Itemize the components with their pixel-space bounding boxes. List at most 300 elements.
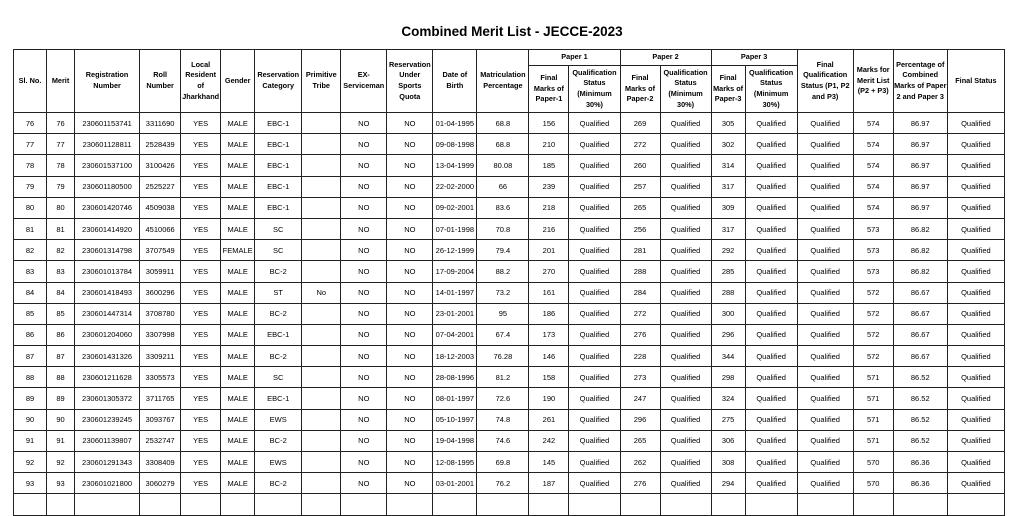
cell-qualification-status-paper-1: Qualified: [569, 430, 620, 451]
cell-final-qualification-status: Qualified: [797, 176, 853, 197]
cell-roll-number: 3060279: [140, 473, 181, 494]
cell-qualification-status-paper-3: Qualified: [745, 452, 797, 473]
cell-gender: MALE: [221, 282, 255, 303]
header-final-marks-paper-3: Final Marks of Paper-3: [711, 66, 745, 113]
cell-qualification-status-paper-3: Qualified: [745, 282, 797, 303]
cell-final-marks-paper-1: 210: [529, 134, 569, 155]
cell-sports-quota: NO: [387, 282, 433, 303]
cell-local-resident: YES: [181, 113, 221, 134]
cell-gender: MALE: [221, 388, 255, 409]
cell-registration-number: 230601139807: [75, 430, 140, 451]
cell-final-status: Qualified: [947, 388, 1004, 409]
cell-sl-no: 91: [14, 430, 47, 451]
header-percentage-combined: Percentage of Combined Marks of Paper 2 and Paper 3: [893, 50, 947, 113]
cell-sl-no: 88: [14, 367, 47, 388]
cell-date-of-birth: 08-01-1997: [433, 388, 477, 409]
cell-matriculation-percentage: 70.8: [477, 218, 529, 239]
cell-qualification-status-paper-1: Qualified: [569, 176, 620, 197]
cell-local-resident: YES: [181, 134, 221, 155]
cell-roll-number: 2525227: [140, 176, 181, 197]
cell-final-marks-paper-1: 201: [529, 240, 569, 261]
cell-qualification-status-paper-3: Qualified: [745, 367, 797, 388]
cell-primitive-tribe: [302, 303, 341, 324]
cell-reservation-category: EWS: [255, 452, 302, 473]
cell-final-status: Qualified: [947, 113, 1004, 134]
cell-qualification-status-paper-3: Qualified: [745, 197, 797, 218]
cell-primitive-tribe: [302, 324, 341, 345]
cell-gender: MALE: [221, 197, 255, 218]
cell-roll-number: 3100426: [140, 155, 181, 176]
cell-reservation-category: EBC-1: [255, 176, 302, 197]
cell-sports-quota: NO: [387, 473, 433, 494]
cell-ex-serviceman: NO: [341, 324, 387, 345]
cell-ex-serviceman: NO: [341, 197, 387, 218]
cell-qualification-status-paper-1: Qualified: [569, 155, 620, 176]
cell-final-marks-paper-2: 256: [620, 218, 660, 239]
cell-reservation-category: BC-2: [255, 473, 302, 494]
cell-ex-serviceman: NO: [341, 367, 387, 388]
cell-registration-number: 230601420746: [75, 197, 140, 218]
header-date-of-birth: Date of Birth: [433, 50, 477, 113]
cell-qualification-status-paper-1: Qualified: [569, 346, 620, 367]
cell-roll-number: 2532747: [140, 430, 181, 451]
cell-final-marks-paper-3: 344: [711, 346, 745, 367]
cell-percentage-combined: 86.67: [893, 324, 947, 345]
cell-qualification-status-paper-1: Qualified: [569, 282, 620, 303]
cell-qualification-status-paper-3: Qualified: [745, 430, 797, 451]
cell-final-marks-paper-1: 186: [529, 303, 569, 324]
cell-date-of-birth: 09-08-1998: [433, 134, 477, 155]
cell-qualification-status-paper-3: Qualified: [745, 240, 797, 261]
header-marks-for-merit-list: Marks for Merit List (P2 + P3): [853, 50, 893, 113]
cell-final-marks-paper-3: 292: [711, 240, 745, 261]
cell-gender: MALE: [221, 134, 255, 155]
cell-registration-number: 230601021800: [75, 473, 140, 494]
cell-local-resident: YES: [181, 452, 221, 473]
header-ex-serviceman: EX-Serviceman: [341, 50, 387, 113]
cell-roll-number: 4509038: [140, 197, 181, 218]
cell-local-resident: YES: [181, 409, 221, 430]
cell-reservation-category: BC-2: [255, 430, 302, 451]
cell-final-qualification-status: Qualified: [797, 346, 853, 367]
cell-date-of-birth: 18-12-2003: [433, 346, 477, 367]
cell-gender: MALE: [221, 473, 255, 494]
cell-marks-for-merit-list: 571: [853, 409, 893, 430]
cell-final-qualification-status: Qualified: [797, 134, 853, 155]
cell-marks-for-merit-list: 572: [853, 324, 893, 345]
cell-merit: 79: [47, 176, 75, 197]
cell-final-marks-paper-1: 218: [529, 197, 569, 218]
cell-local-resident: YES: [181, 367, 221, 388]
cell-marks-for-merit-list: 573: [853, 218, 893, 239]
cell-reservation-category: BC-2: [255, 346, 302, 367]
cell-registration-number: 230601305372: [75, 388, 140, 409]
table-row: [14, 261, 1005, 282]
cell-final-marks-paper-2: 284: [620, 282, 660, 303]
cell-percentage-combined: 86.97: [893, 176, 947, 197]
cell-ex-serviceman: NO: [341, 113, 387, 134]
cell-merit: 88: [47, 367, 75, 388]
cell-ex-serviceman: NO: [341, 261, 387, 282]
cell-qualification-status-paper-2: Qualified: [660, 473, 711, 494]
cell-final-marks-paper-3: 317: [711, 176, 745, 197]
cell-qualification-status-paper-1: Qualified: [569, 324, 620, 345]
cell-qualification-status-paper-2: Qualified: [660, 155, 711, 176]
cell-final-marks-paper-2: 273: [620, 367, 660, 388]
cell-final-marks-paper-3: 309: [711, 197, 745, 218]
cell-final-qualification-status: Qualified: [797, 261, 853, 282]
cell-final-status: Qualified: [947, 409, 1004, 430]
cell-reservation-category: EBC-1: [255, 113, 302, 134]
cell-gender: MALE: [221, 430, 255, 451]
cell-marks-for-merit-list: 574: [853, 134, 893, 155]
cell-reservation-category: EBC-1: [255, 388, 302, 409]
cell-sl-no: 76: [14, 113, 47, 134]
cell-final-qualification-status: Qualified: [797, 282, 853, 303]
cell-sports-quota: NO: [387, 176, 433, 197]
cell-final-status: Qualified: [947, 176, 1004, 197]
cell-percentage-combined: 86.36: [893, 452, 947, 473]
cell-final-marks-paper-2: 260: [620, 155, 660, 176]
cell-qualification-status-paper-3: Qualified: [745, 303, 797, 324]
cell-sports-quota: NO: [387, 197, 433, 218]
cell-final-marks-paper-3: 317: [711, 218, 745, 239]
cell-gender: MALE: [221, 176, 255, 197]
cell-ex-serviceman: NO: [341, 134, 387, 155]
cell-roll-number: 3308409: [140, 452, 181, 473]
header-qualification-status-paper-3: Qualification Status (Minimum 30%): [745, 66, 797, 113]
cell-sl-no: 93: [14, 473, 47, 494]
cell-primitive-tribe: [302, 346, 341, 367]
cell-date-of-birth: 17-09-2004: [433, 261, 477, 282]
cell-date-of-birth: 03-01-2001: [433, 473, 477, 494]
cell-final-marks-paper-1: 242: [529, 430, 569, 451]
cell-final-qualification-status: Qualified: [797, 113, 853, 134]
cell-sports-quota: NO: [387, 346, 433, 367]
table-row: [14, 409, 1005, 430]
table-row: [14, 282, 1005, 303]
cell-matriculation-percentage: 66: [477, 176, 529, 197]
cell-percentage-combined: 86.52: [893, 388, 947, 409]
table-row: [14, 218, 1005, 239]
table-row: [14, 113, 1005, 134]
header-qualification-status-paper-1: Qualification Status (Minimum 30%): [569, 66, 620, 113]
cell-qualification-status-paper-1: Qualified: [569, 367, 620, 388]
cell-qualification-status-paper-2: Qualified: [660, 113, 711, 134]
cell-date-of-birth: 12-08-1995: [433, 452, 477, 473]
cell-final-marks-paper-2: 296: [620, 409, 660, 430]
cell-final-status: Qualified: [947, 134, 1004, 155]
cell-final-marks-paper-2: 272: [620, 134, 660, 155]
cell-sl-no: 87: [14, 346, 47, 367]
cell-qualification-status-paper-3: Qualified: [745, 261, 797, 282]
cell-registration-number: 230601291343: [75, 452, 140, 473]
cell-final-qualification-status: Qualified: [797, 303, 853, 324]
cell-date-of-birth: 26-12-1999: [433, 240, 477, 261]
cell-matriculation-percentage: 68.8: [477, 113, 529, 134]
cell-date-of-birth: 07-01-1998: [433, 218, 477, 239]
cell-percentage-combined: 86.52: [893, 367, 947, 388]
cell-final-marks-paper-1: 161: [529, 282, 569, 303]
cell-final-status: Qualified: [947, 218, 1004, 239]
cell-gender: MALE: [221, 324, 255, 345]
cell-gender: MALE: [221, 452, 255, 473]
cell-local-resident: YES: [181, 282, 221, 303]
cell-sl-no: 77: [14, 134, 47, 155]
cell-qualification-status-paper-3: Qualified: [745, 346, 797, 367]
cell-sports-quota: NO: [387, 388, 433, 409]
cell-sports-quota: NO: [387, 218, 433, 239]
cell-merit: 76: [47, 113, 75, 134]
cell-sports-quota: NO: [387, 261, 433, 282]
cell-matriculation-percentage: 83.6: [477, 197, 529, 218]
cell-final-status: Qualified: [947, 155, 1004, 176]
cell-final-status: Qualified: [947, 324, 1004, 345]
cell-qualification-status-paper-3: Qualified: [745, 324, 797, 345]
cell-reservation-category: EBC-1: [255, 197, 302, 218]
cell-sports-quota: NO: [387, 452, 433, 473]
cell-final-marks-paper-1: 270: [529, 261, 569, 282]
cell-sports-quota: NO: [387, 324, 433, 345]
cell-merit: 82: [47, 240, 75, 261]
cell-sl-no: 85: [14, 303, 47, 324]
cell-sl-no: 82: [14, 240, 47, 261]
cell-final-marks-paper-2: 265: [620, 430, 660, 451]
cell-marks-for-merit-list: 574: [853, 113, 893, 134]
cell-marks-for-merit-list: 570: [853, 452, 893, 473]
cell-matriculation-percentage: 74.8: [477, 409, 529, 430]
cell-qualification-status-paper-1: Qualified: [569, 134, 620, 155]
cell-qualification-status-paper-2: Qualified: [660, 240, 711, 261]
cell-final-status: Qualified: [947, 240, 1004, 261]
cell-final-qualification-status: Qualified: [797, 324, 853, 345]
cell-reservation-category: SC: [255, 367, 302, 388]
cell-qualification-status-paper-2: Qualified: [660, 452, 711, 473]
cell-merit: 90: [47, 409, 75, 430]
cell-reservation-category: EBC-1: [255, 134, 302, 155]
cell-ex-serviceman: NO: [341, 452, 387, 473]
cell-gender: MALE: [221, 113, 255, 134]
cell-primitive-tribe: [302, 430, 341, 451]
cell-qualification-status-paper-2: Qualified: [660, 261, 711, 282]
cell-sl-no: 83: [14, 261, 47, 282]
cell-reservation-category: SC: [255, 240, 302, 261]
cell-final-marks-paper-1: 239: [529, 176, 569, 197]
cell-final-marks-paper-3: 285: [711, 261, 745, 282]
cell-qualification-status-paper-1: Qualified: [569, 473, 620, 494]
cell-local-resident: YES: [181, 261, 221, 282]
header-roll-number: Roll Number: [140, 50, 181, 113]
cell-reservation-category: ST: [255, 282, 302, 303]
cell-ex-serviceman: NO: [341, 282, 387, 303]
cell-qualification-status-paper-1: Qualified: [569, 218, 620, 239]
cell-registration-number: 230601211628: [75, 367, 140, 388]
cell-qualification-status-paper-2: Qualified: [660, 134, 711, 155]
cell-final-status: Qualified: [947, 452, 1004, 473]
cell-local-resident: YES: [181, 430, 221, 451]
cell-final-marks-paper-1: 261: [529, 409, 569, 430]
cell-final-marks-paper-3: 305: [711, 113, 745, 134]
cell-percentage-combined: 86.82: [893, 240, 947, 261]
table-row: [14, 473, 1005, 494]
cell-matriculation-percentage: 95: [477, 303, 529, 324]
cell-local-resident: YES: [181, 240, 221, 261]
cell-final-marks-paper-2: 269: [620, 113, 660, 134]
header-final-marks-paper-2: Final Marks of Paper-2: [620, 66, 660, 113]
cell-marks-for-merit-list: 570: [853, 473, 893, 494]
cell-matriculation-percentage: 88.2: [477, 261, 529, 282]
header-primitive-tribe: Primitive Tribe: [302, 50, 341, 113]
cell-percentage-combined: 86.52: [893, 409, 947, 430]
cell-final-marks-paper-1: 156: [529, 113, 569, 134]
header-reservation-category: Reservation Category: [255, 50, 302, 113]
cell-primitive-tribe: No: [302, 282, 341, 303]
header-local-resident: Local Resident of Jharkhand: [181, 50, 221, 113]
cell-qualification-status-paper-3: Qualified: [745, 176, 797, 197]
header-gender: Gender: [221, 50, 255, 113]
cell-sl-no: 81: [14, 218, 47, 239]
table-row: [14, 176, 1005, 197]
cell-primitive-tribe: [302, 473, 341, 494]
cell-local-resident: YES: [181, 303, 221, 324]
cell-matriculation-percentage: 73.2: [477, 282, 529, 303]
cell-primitive-tribe: [302, 134, 341, 155]
cell-final-qualification-status: Qualified: [797, 409, 853, 430]
cell-final-marks-paper-2: 288: [620, 261, 660, 282]
cell-qualification-status-paper-1: Qualified: [569, 452, 620, 473]
cell-marks-for-merit-list: 574: [853, 155, 893, 176]
cell-merit: 89: [47, 388, 75, 409]
cell-matriculation-percentage: 76.2: [477, 473, 529, 494]
header-qualification-status-paper-2: Qualification Status (Minimum 30%): [660, 66, 711, 113]
cell-matriculation-percentage: 69.8: [477, 452, 529, 473]
table-row: [14, 240, 1005, 261]
table-row: [14, 155, 1005, 176]
cell-registration-number: 230601314798: [75, 240, 140, 261]
cell-roll-number: 3093767: [140, 409, 181, 430]
cell-matriculation-percentage: 74.6: [477, 430, 529, 451]
cell-final-marks-paper-3: 294: [711, 473, 745, 494]
cell-roll-number: 2528439: [140, 134, 181, 155]
cell-qualification-status-paper-2: Qualified: [660, 388, 711, 409]
cell-percentage-combined: 86.67: [893, 282, 947, 303]
cell-registration-number: 230601013784: [75, 261, 140, 282]
cell-local-resident: YES: [181, 218, 221, 239]
cell-date-of-birth: 01-04-1995: [433, 113, 477, 134]
cell-ex-serviceman: NO: [341, 388, 387, 409]
cell-matriculation-percentage: 67.4: [477, 324, 529, 345]
cell-primitive-tribe: [302, 452, 341, 473]
cell-final-marks-paper-1: 216: [529, 218, 569, 239]
cell-final-marks-paper-3: 288: [711, 282, 745, 303]
cell-percentage-combined: 86.82: [893, 218, 947, 239]
cell-final-qualification-status: Qualified: [797, 367, 853, 388]
header-merit: Merit: [47, 50, 75, 113]
cell-final-marks-paper-2: 276: [620, 324, 660, 345]
cell-sports-quota: NO: [387, 303, 433, 324]
cell-merit: 87: [47, 346, 75, 367]
cell-date-of-birth: 22-02-2000: [433, 176, 477, 197]
cell-merit: 91: [47, 430, 75, 451]
cell-percentage-combined: 86.36: [893, 473, 947, 494]
cell-local-resident: YES: [181, 388, 221, 409]
cell-date-of-birth: 05-10-1997: [433, 409, 477, 430]
cell-sl-no: 92: [14, 452, 47, 473]
cell-roll-number: 3311690: [140, 113, 181, 134]
cell-merit: 92: [47, 452, 75, 473]
cell-merit: 86: [47, 324, 75, 345]
cell-marks-for-merit-list: 574: [853, 197, 893, 218]
cell-registration-number: 230601153741: [75, 113, 140, 134]
cell-date-of-birth: 13-04-1999: [433, 155, 477, 176]
cell-final-marks-paper-3: 275: [711, 409, 745, 430]
cell-final-marks-paper-3: 296: [711, 324, 745, 345]
header-final-qualification-status: Final Qualification Status (P1, P2 and P3): [797, 50, 853, 113]
cell-local-resident: YES: [181, 346, 221, 367]
cell-final-marks-paper-3: 324: [711, 388, 745, 409]
cell-final-status: Qualified: [947, 367, 1004, 388]
cell-sl-no: 86: [14, 324, 47, 345]
cell-local-resident: YES: [181, 176, 221, 197]
table-row: [14, 303, 1005, 324]
cell-merit: 93: [47, 473, 75, 494]
cell-roll-number: 3059911: [140, 261, 181, 282]
cell-registration-number: 230601431326: [75, 346, 140, 367]
cell-matriculation-percentage: 79.4: [477, 240, 529, 261]
cell-date-of-birth: 28-08-1996: [433, 367, 477, 388]
cell-ex-serviceman: NO: [341, 303, 387, 324]
cell-matriculation-percentage: 68.8: [477, 134, 529, 155]
cell-date-of-birth: 23-01-2001: [433, 303, 477, 324]
cell-merit: 83: [47, 261, 75, 282]
cell-final-marks-paper-1: 185: [529, 155, 569, 176]
cell-final-qualification-status: Qualified: [797, 473, 853, 494]
cell-date-of-birth: 19-04-1998: [433, 430, 477, 451]
cell-registration-number: 230601447314: [75, 303, 140, 324]
cell-qualification-status-paper-2: Qualified: [660, 197, 711, 218]
cell-qualification-status-paper-1: Qualified: [569, 303, 620, 324]
cell-qualification-status-paper-3: Qualified: [745, 388, 797, 409]
cell-gender: MALE: [221, 409, 255, 430]
cell-qualification-status-paper-1: Qualified: [569, 113, 620, 134]
header-final-marks-paper-1: Final Marks of Paper-1: [529, 66, 569, 113]
cell-percentage-combined: 86.97: [893, 197, 947, 218]
header-matriculation-percentage: Matriculation Percentage: [477, 50, 529, 113]
cell-marks-for-merit-list: 572: [853, 346, 893, 367]
cell-sl-no: 84: [14, 282, 47, 303]
cell-roll-number: 3707549: [140, 240, 181, 261]
cell-final-status: Qualified: [947, 303, 1004, 324]
cell-qualification-status-paper-2: Qualified: [660, 324, 711, 345]
cell-matriculation-percentage: 72.6: [477, 388, 529, 409]
cell-merit: 84: [47, 282, 75, 303]
cell-matriculation-percentage: 81.2: [477, 367, 529, 388]
cell-marks-for-merit-list: 574: [853, 176, 893, 197]
cell-ex-serviceman: NO: [341, 240, 387, 261]
cell-percentage-combined: 86.67: [893, 346, 947, 367]
cell-final-qualification-status: Qualified: [797, 430, 853, 451]
cell-registration-number: 230601180500: [75, 176, 140, 197]
cell-marks-for-merit-list: 571: [853, 367, 893, 388]
cell-matriculation-percentage: 80.08: [477, 155, 529, 176]
cell-marks-for-merit-list: 573: [853, 240, 893, 261]
cell-primitive-tribe: [302, 367, 341, 388]
cell-qualification-status-paper-3: Qualified: [745, 155, 797, 176]
cell-sports-quota: NO: [387, 430, 433, 451]
cell-final-marks-paper-2: 228: [620, 346, 660, 367]
cell-qualification-status-paper-2: Qualified: [660, 303, 711, 324]
cell-final-marks-paper-1: 158: [529, 367, 569, 388]
